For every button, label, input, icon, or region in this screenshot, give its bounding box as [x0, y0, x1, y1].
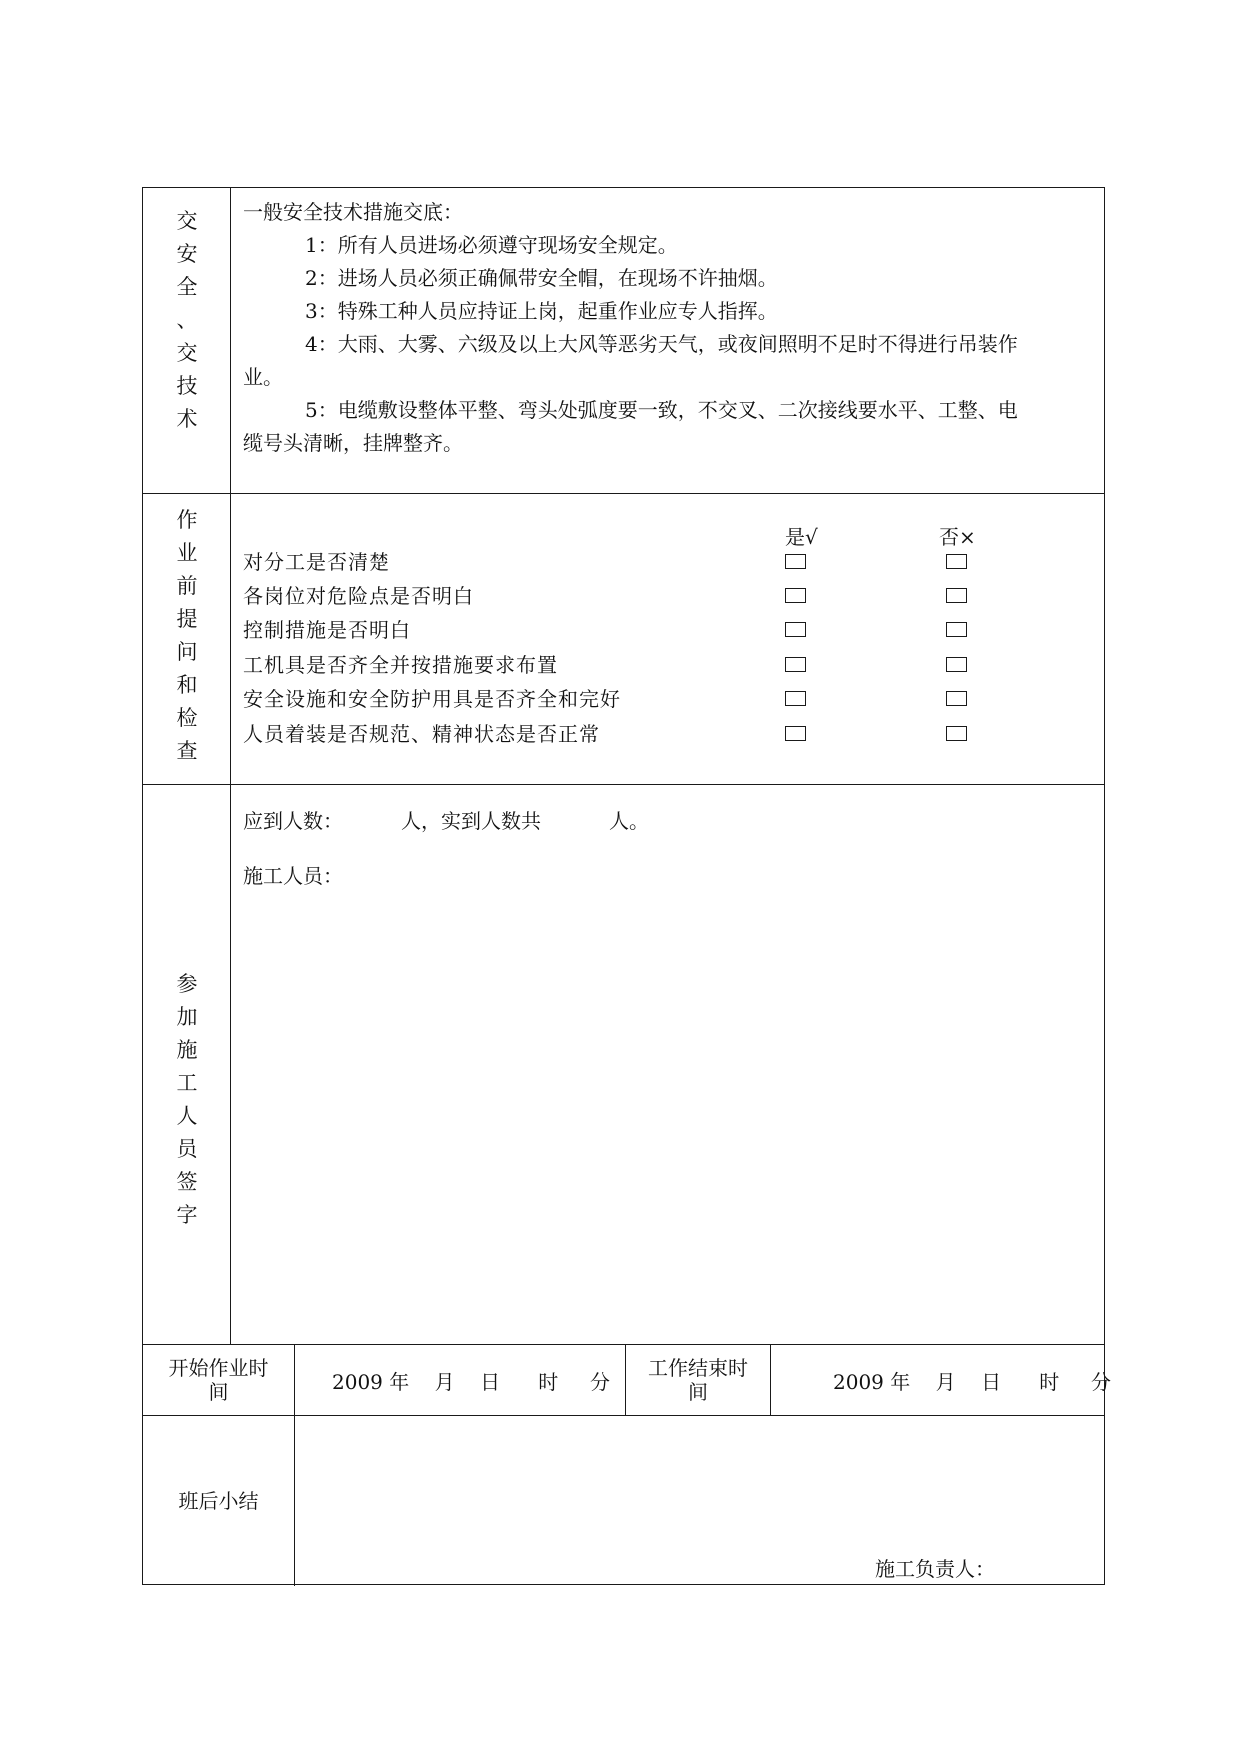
start-time-label [143, 1345, 294, 1415]
vertical-label-char: 施 [176, 1038, 198, 1062]
end-time-value: 2009 年 月 日 时 分 [833, 1369, 1112, 1394]
expected-count-label: 应到人数： [243, 809, 343, 833]
start-time-value: 2009 年 月 日 时 分 [332, 1369, 611, 1394]
vertical-label-char: 字 [176, 1203, 198, 1227]
safety-rule-line: 4：大雨、大雾、六级及以上大风等恶劣天气，或夜间照明不足时不得进行吊装作 [305, 332, 1018, 356]
attendance-section [143, 785, 1104, 1345]
safety-briefing-label-cell [143, 188, 231, 493]
precheck-section [143, 494, 1104, 785]
checklist-question: 安全设施和安全防护用具是否齐全和完好 [243, 687, 621, 711]
vertical-label-char: 和 [176, 673, 198, 697]
no-column-header: 否× [939, 525, 976, 549]
vertical-label-char: 、 [176, 308, 198, 332]
no-checkbox[interactable] [946, 554, 967, 569]
vertical-label-char: 业 [176, 541, 198, 565]
attendance-vertical-label [143, 968, 231, 1232]
summary-label: 班后小结 [178, 1489, 259, 1513]
checklist-question: 控制措施是否明白 [243, 618, 411, 642]
precheck-label-cell [143, 494, 231, 784]
yes-checkbox[interactable] [785, 657, 806, 672]
no-checkbox[interactable] [946, 588, 967, 603]
start-time-label-cell [143, 1345, 295, 1415]
vertical-label-char: 技 [176, 374, 198, 398]
no-checkbox[interactable] [946, 657, 967, 672]
checklist-question: 各岗位对危险点是否明白 [243, 584, 474, 608]
safety-rule-line: 3：特殊工种人员应持证上岗，起重作业应专人指挥。 [305, 299, 778, 323]
attendance-content [231, 785, 1104, 1344]
workers-label: 施工人员： [243, 864, 343, 888]
signature-area[interactable] [243, 895, 1083, 1325]
safety-briefing-vertical-label [143, 205, 231, 436]
safety-briefing-section [143, 188, 1104, 494]
checklist-question: 对分工是否清楚 [243, 550, 390, 574]
actual-count-label: 人，实到人数共 [401, 809, 541, 833]
no-checkbox[interactable] [946, 622, 967, 637]
end-time-label [626, 1345, 770, 1415]
safety-rule-line: 5：电缆敷设整体平整、弯头处弧度要一致，不交叉、二次接线要水平、工整、电 [305, 398, 1018, 422]
summary-content-cell[interactable] [295, 1416, 1104, 1586]
vertical-label-char: 签 [176, 1170, 198, 1194]
safety-briefing-text [243, 196, 1093, 460]
vertical-label-char: 作 [176, 508, 198, 532]
yes-checkbox[interactable] [785, 588, 806, 603]
vertical-label-char: 人 [176, 1104, 198, 1128]
end-time-label-cell [626, 1345, 771, 1415]
checklist-question: 工机具是否齐全并按措施要求布置 [243, 653, 558, 677]
yes-checkbox[interactable] [785, 691, 806, 706]
end-time-label-line1: 工作结束时 [648, 1356, 748, 1380]
yes-column-header: 是√ [785, 525, 818, 549]
start-time-label-line2: 间 [208, 1380, 229, 1404]
vertical-label-char: 交 [176, 209, 198, 233]
safety-rule-line: 2：进场人员必须正确佩带安全帽，在现场不许抽烟。 [305, 266, 778, 290]
end-time-label-line2: 间 [688, 1380, 708, 1404]
summary-section [143, 1416, 1104, 1586]
vertical-label-char: 全 [176, 275, 198, 299]
vertical-label-char: 检 [176, 706, 198, 730]
no-checkbox[interactable] [946, 691, 967, 706]
time-section [143, 1345, 1112, 1416]
summary-label-wrap [143, 1416, 294, 1586]
vertical-label-char: 前 [176, 574, 198, 598]
vertical-label-char: 工 [176, 1071, 198, 1095]
checklist-question: 人员着装是否规范、精神状态是否正常 [243, 722, 600, 746]
no-checkbox[interactable] [946, 726, 967, 741]
start-time-label-line1: 开始作业时 [168, 1356, 269, 1380]
end-time-value-cell[interactable] [771, 1345, 1112, 1415]
vertical-label-char: 查 [176, 739, 198, 763]
vertical-label-char: 交 [176, 341, 198, 365]
safety-briefing-form [142, 187, 1112, 1585]
actual-count-suffix: 人。 [609, 809, 649, 833]
vertical-label-char: 安 [176, 242, 198, 266]
vertical-label-char: 参 [176, 972, 198, 996]
responsible-person-label: 施工负责人： [875, 1557, 995, 1581]
safety-briefing-content [231, 188, 1104, 493]
precheck-vertical-label [143, 504, 231, 768]
yes-checkbox[interactable] [785, 622, 806, 637]
safety-rule-line: 缆号头清晰，挂牌整齐。 [243, 431, 463, 455]
start-time-value-cell[interactable] [295, 1345, 626, 1415]
vertical-label-char: 问 [176, 640, 198, 664]
yes-checkbox[interactable] [785, 726, 806, 741]
vertical-label-char: 员 [176, 1137, 198, 1161]
vertical-label-char: 术 [176, 407, 198, 431]
attendance-label-cell [143, 785, 231, 1344]
yes-checkbox[interactable] [785, 554, 806, 569]
safety-briefing-heading: 一般安全技术措施交底： [243, 200, 463, 224]
summary-label-cell [143, 1416, 295, 1586]
safety-rule-line: 1：所有人员进场必须遵守现场安全规定。 [305, 233, 678, 257]
precheck-content [231, 494, 1104, 784]
safety-rule-line: 业。 [243, 365, 283, 389]
vertical-label-char: 加 [176, 1005, 198, 1029]
vertical-label-char: 提 [176, 607, 198, 631]
